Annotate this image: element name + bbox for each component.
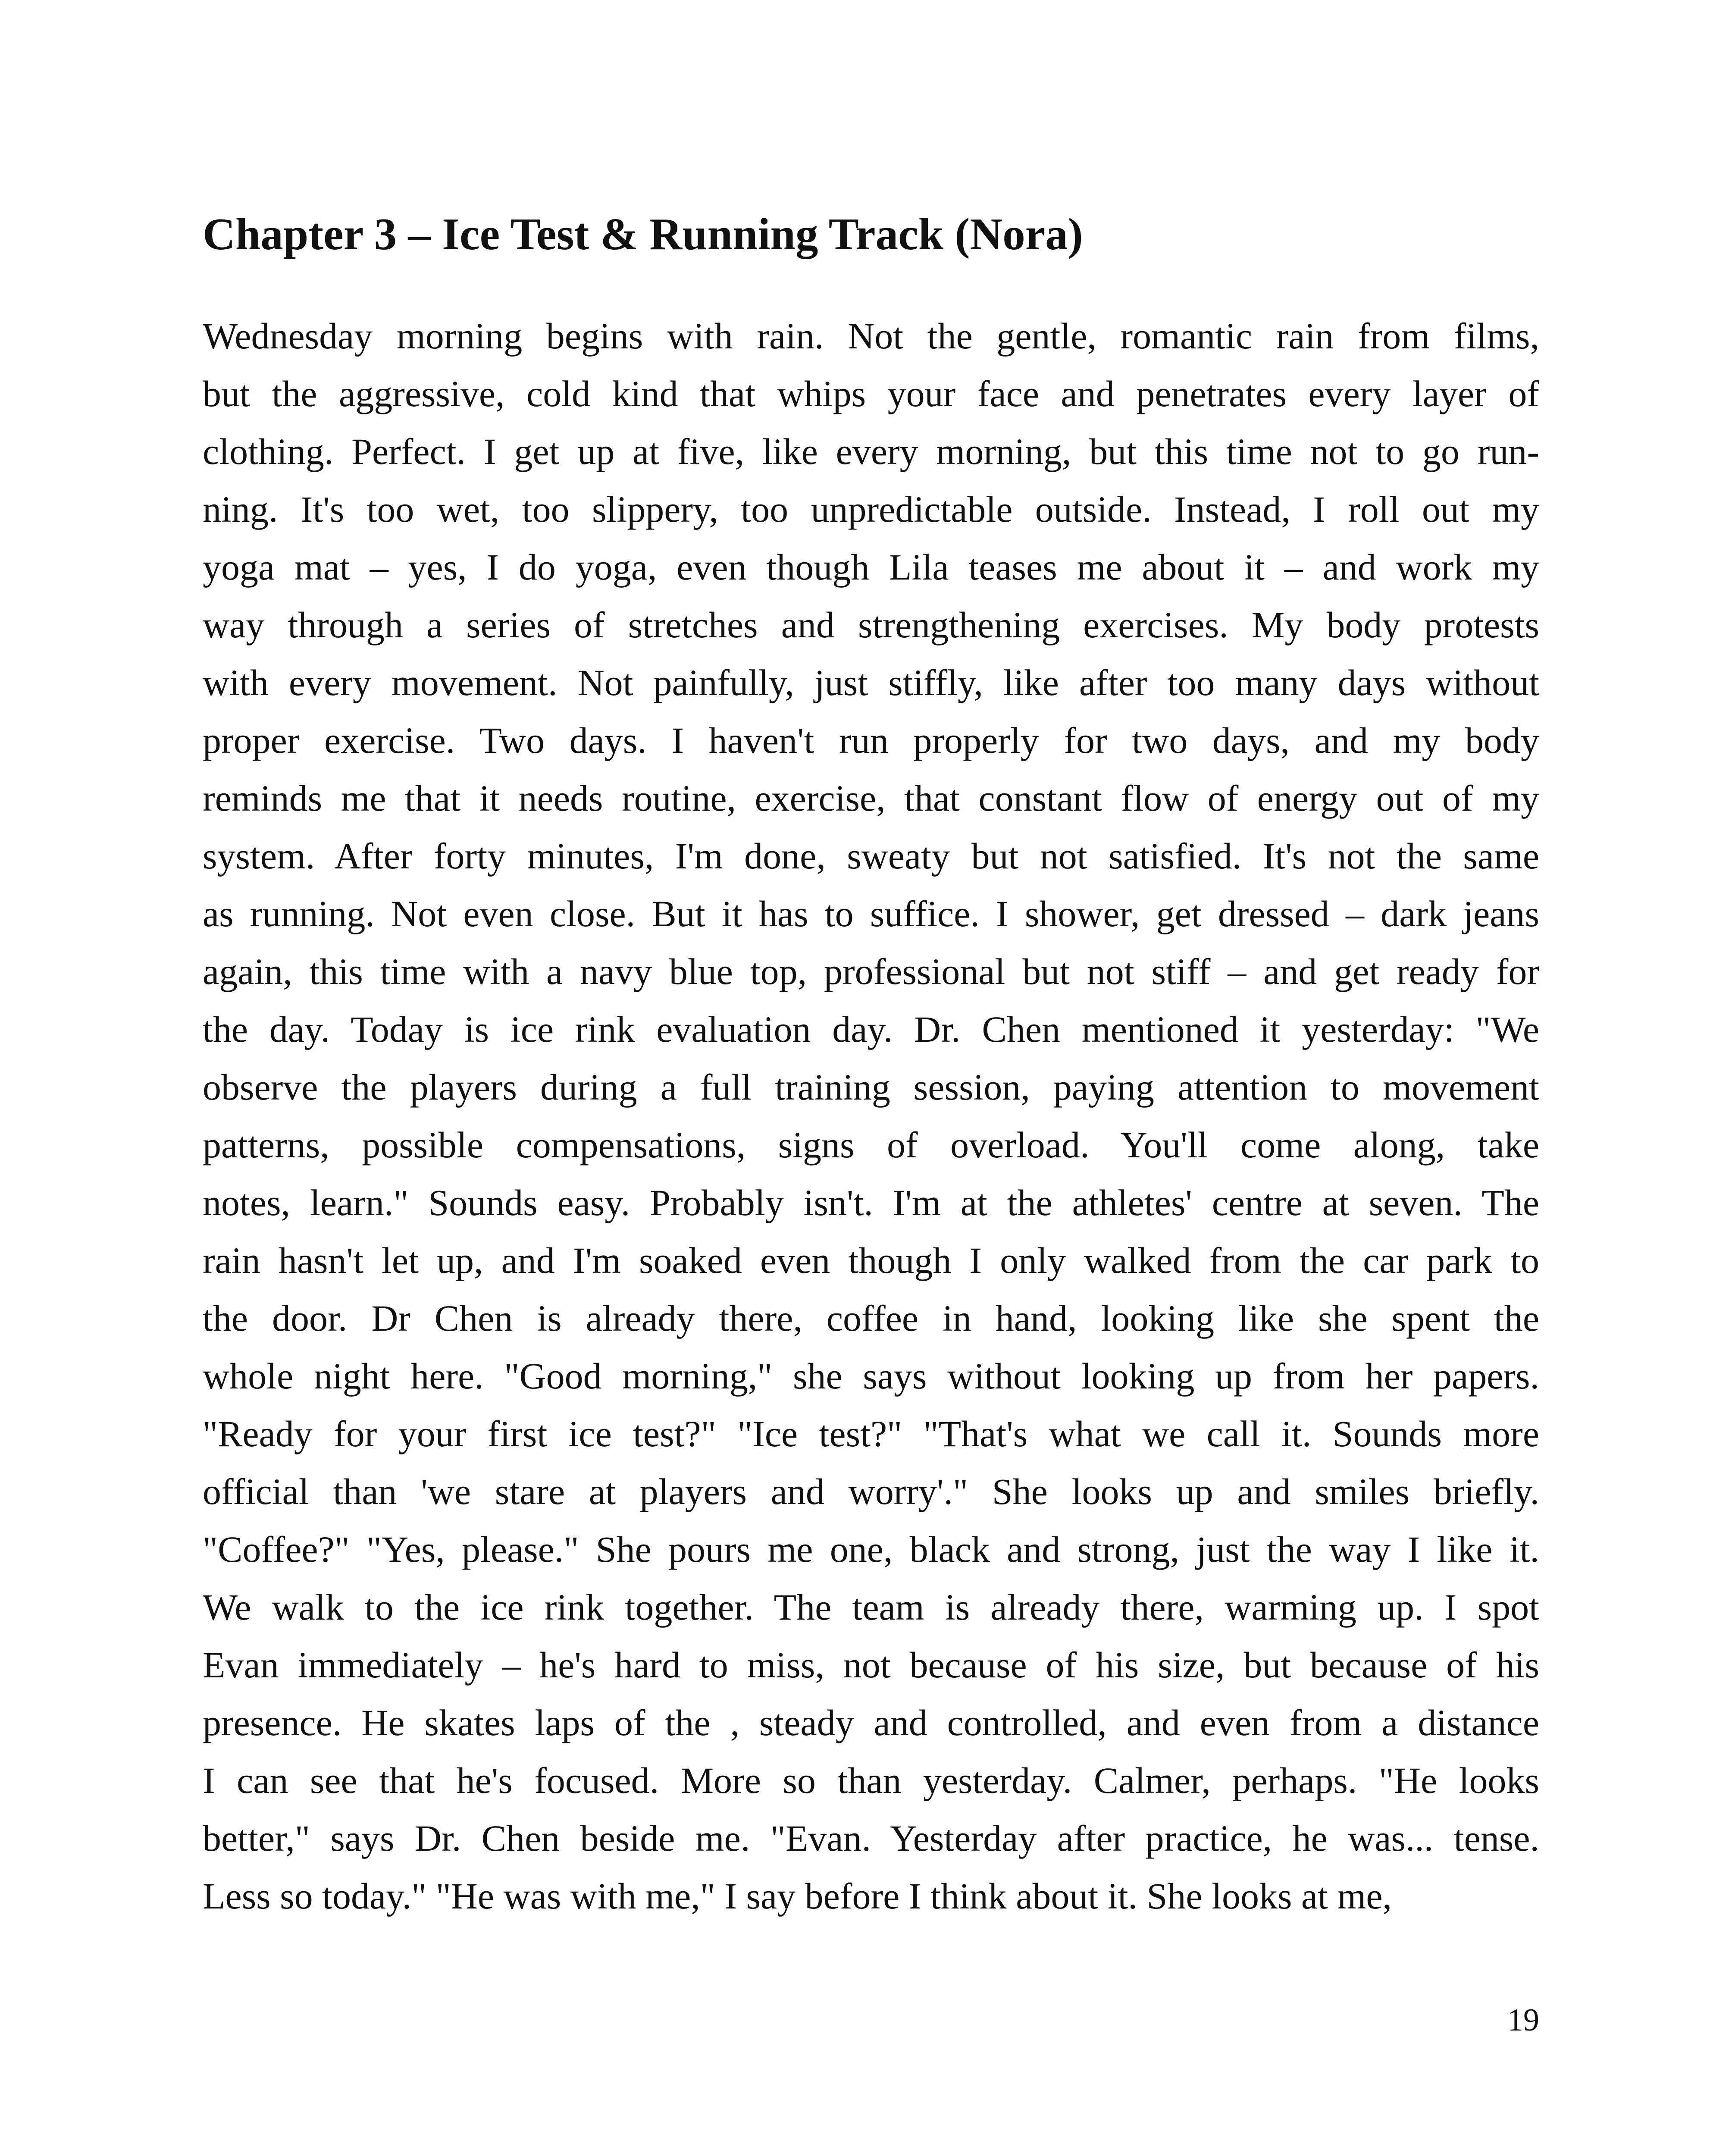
page-number: 19 xyxy=(1507,2002,1539,2038)
text-line: but the aggressive, cold kind that whips your face and penetrates every layer of xyxy=(203,373,1539,414)
text-line: We walk to the ice rink together. The team is already there, warming up. I spot xyxy=(203,1586,1539,1628)
text-line: with every movement. Not painfully, just stiffly, like after too many days without xyxy=(203,662,1539,703)
text-line: presence. He skates laps of the , steady and controlled, and even from a distance xyxy=(203,1702,1539,1743)
text-line: as running. Not even close. But it has to suffice. I shower, get dressed – dark jeans xyxy=(203,893,1539,934)
text-line: the door. Dr Chen is already there, coffee in hand, looking like she spent the xyxy=(203,1297,1539,1339)
text-line: I can see that he's focused. More so than yesterday. Calmer, perhaps. "He looks xyxy=(203,1760,1539,1801)
text-line: Wednesday morning begins with rain. Not the gentle, romantic rain from films, xyxy=(203,315,1539,357)
text-line: yoga mat – yes, I do yoga, even though Lila teases me about it – and work my xyxy=(203,546,1539,588)
text-line: rain hasn't let up, and I'm soaked even though I only walked from the car park to xyxy=(203,1240,1539,1281)
text-line: "Coffee?" "Yes, please." She pours me one, black and strong, just the way I like it. xyxy=(203,1529,1539,1570)
text-line: Less so today." "He was with me," I say before I think about it. She looks at me, xyxy=(203,1875,1392,1917)
text-line: patterns, possible compensations, signs of overload. You'll come along, take xyxy=(203,1124,1539,1166)
text-line: notes, learn." Sounds easy. Probably isn't. I'm at the athletes' centre at seven. The xyxy=(203,1182,1539,1223)
text-line: observe the players during a full training session, paying attention to movement xyxy=(203,1066,1539,1108)
text-line: whole night here. "Good morning," she says without looking up from her papers. xyxy=(203,1355,1539,1397)
text-line: system. After forty minutes, I'm done, sweaty but not satisfied. It's not the same xyxy=(203,835,1539,877)
text-line: better," says Dr. Chen beside me. "Evan. Yesterday after practice, he was... tense. xyxy=(203,1818,1539,1859)
text-line: ning. It's too wet, too slippery, too unpredictable outside. Instead, I roll out my xyxy=(203,489,1539,530)
text-line: official than 'we stare at players and worry'." She looks up and smiles briefly. xyxy=(203,1471,1539,1512)
text-line: clothing. Perfect. I get up at five, like every morning, but this time not to go run- xyxy=(203,431,1539,472)
text-line: reminds me that it needs routine, exercise, that constant flow of energy out of my xyxy=(203,777,1539,819)
text-line: proper exercise. Two days. I haven't run properly for two days, and my body xyxy=(203,720,1539,761)
text-line: Evan immediately – he's hard to miss, not because of his size, but because of his xyxy=(203,1644,1539,1686)
text-line: the day. Today is ice rink evaluation day. Dr. Chen mentioned it yesterday: "We xyxy=(203,1009,1539,1050)
body-text xyxy=(203,307,1539,1925)
chapter-title: Chapter 3 – Ice Test & Running Track (Nora) xyxy=(203,209,1083,259)
text-line: "Ready for your first ice test?" "Ice test?" "That's what we call it. Sounds more xyxy=(203,1413,1539,1454)
text-line: way through a series of stretches and strengthening exercises. My body protests xyxy=(203,604,1539,646)
text-line: again, this time with a navy blue top, professional but not stiff – and get ready for xyxy=(203,951,1539,992)
